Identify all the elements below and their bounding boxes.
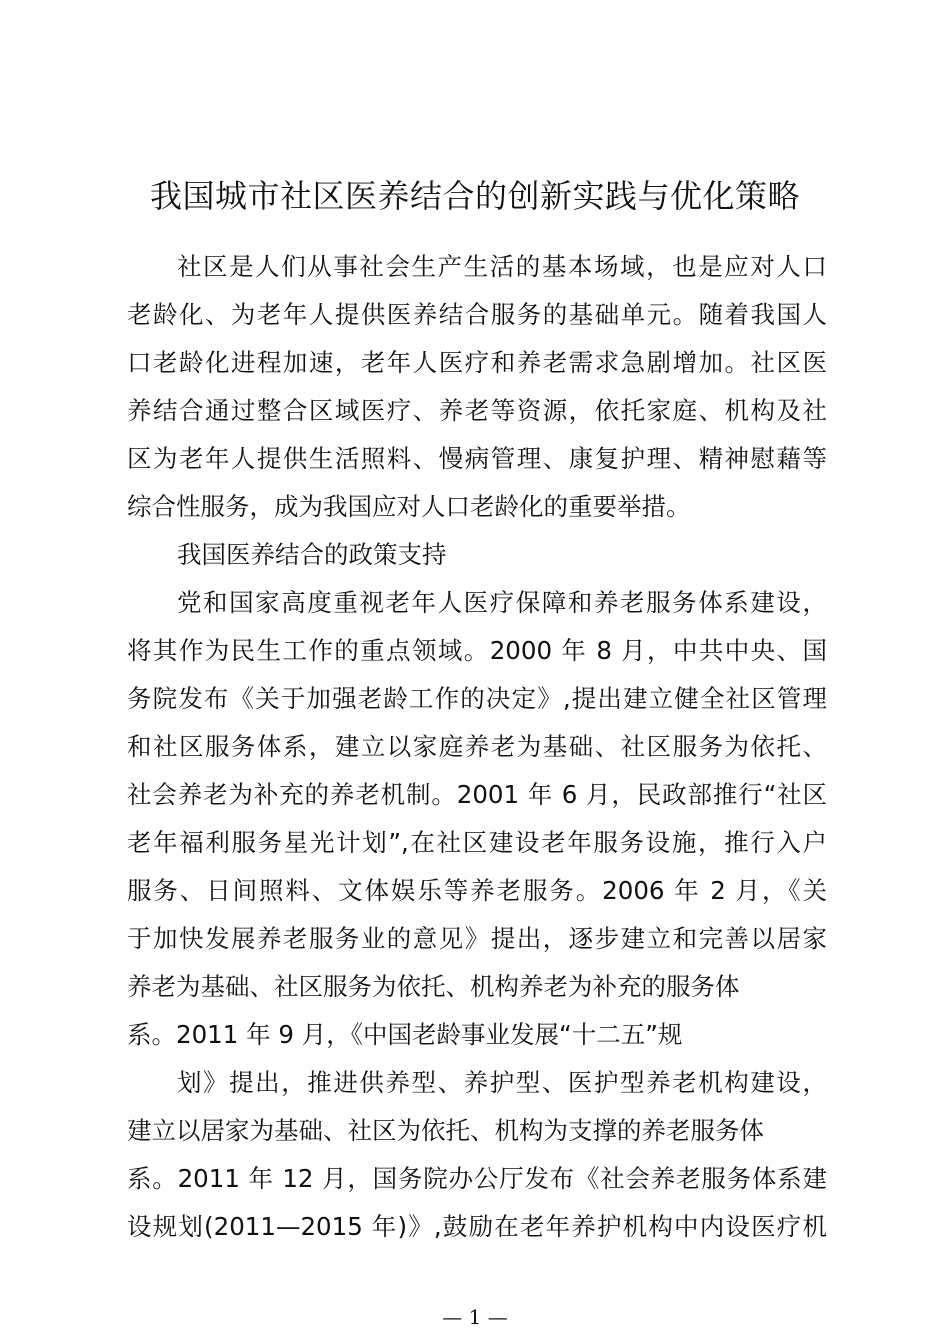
paragraph-line: 社会养老为补充的养老机制。2001 年 6 月，民政部推行“社区 bbox=[127, 780, 827, 809]
paragraph-line: 于加快发展养老服务业的意见》提出，逐步建立和完善以居家 bbox=[127, 924, 827, 953]
paragraph-line: 务院发布《关于加强老龄工作的决定》,提出建立健全社区管理 bbox=[127, 684, 827, 713]
paragraph-line: 建立以居家为基础、社区为依托、机构为支撑的养老服务体 bbox=[127, 1116, 764, 1145]
paragraph-line: 养老为基础、社区服务为依托、机构养老为补充的服务体 bbox=[127, 972, 740, 1001]
paragraph-line: 系。2011 年 9 月，《中国老龄事业发展“十二五”规 bbox=[127, 1020, 683, 1049]
paragraph-line: 社区是人们从事社会生产生活的基本场域，也是应对人口 bbox=[177, 252, 827, 281]
document-body bbox=[127, 243, 827, 1251]
document-title: 我国城市社区医养结合的创新实践与优化策略 bbox=[149, 177, 800, 215]
paragraph-line: 党和国家高度重视老年人医疗保障和养老服务体系建设， bbox=[177, 588, 827, 617]
paragraph-line: 设规划(2011—2015 年)》,鼓励在老年养护机构中内设医疗机 bbox=[127, 1212, 827, 1241]
paragraph-line: 划》提出，推进供养型、养护型、医护型养老机构建设， bbox=[177, 1068, 827, 1097]
paragraph-line: 综合性服务，成为我国应对人口老龄化的重要举措。 bbox=[127, 492, 691, 521]
paragraph-line: 口老龄化进程加速，老年人医疗和养老需求急剧增加。社区医 bbox=[127, 348, 827, 377]
paragraph-line: 服务、日间照料、文体娱乐等养老服务。2006 年 2 月，《关 bbox=[127, 876, 827, 905]
paragraph-line: 将其作为民生工作的重点领域。2000 年 8 月，中共中央、国 bbox=[127, 636, 827, 665]
paragraph-line: 老年福利服务星光计划”,在社区建设老年服务设施，推行入户 bbox=[127, 828, 827, 857]
paragraph-line: 系。2011 年 12 月，国务院办公厅发布《社会养老服务体系建 bbox=[127, 1164, 827, 1193]
paragraph-line: 老龄化、为老年人提供医养结合服务的基础单元。随着我国人 bbox=[127, 300, 827, 329]
paragraph-line: 养结合通过整合区域医疗、养老等资源，依托家庭、机构及社 bbox=[127, 396, 827, 425]
paragraph-line: 区为老年人提供生活照料、慢病管理、康复护理、精神慰藉等 bbox=[127, 444, 827, 473]
section-heading: 我国医养结合的政策支持 bbox=[177, 540, 447, 569]
paragraph-line: 和社区服务体系，建立以家庭养老为基础、社区服务为依托、 bbox=[127, 732, 827, 761]
page-number: — 1 — bbox=[442, 1305, 508, 1329]
